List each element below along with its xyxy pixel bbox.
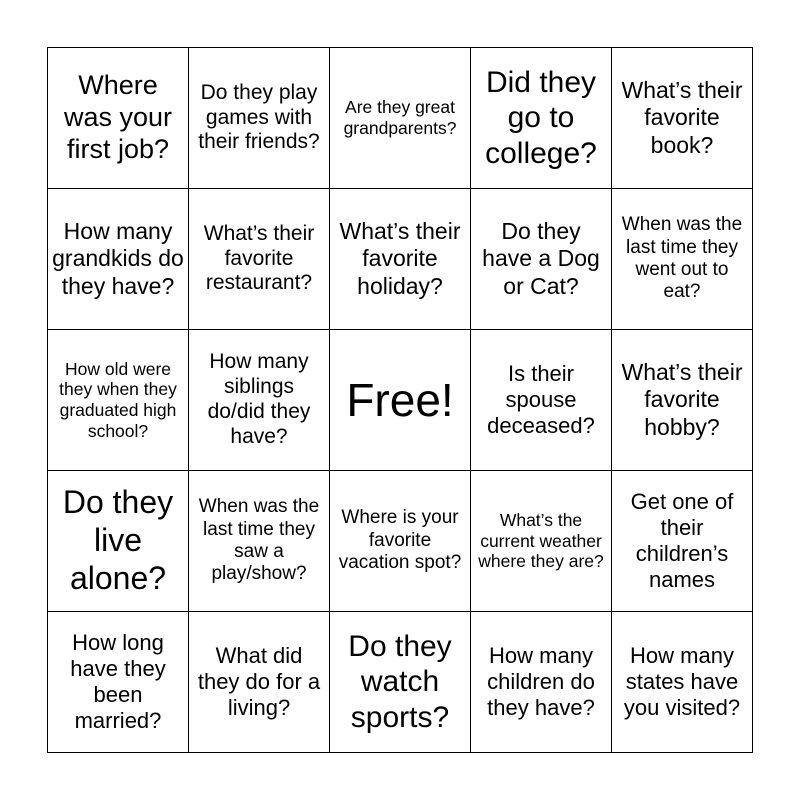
cell-text: What’s their favorite book? (621, 77, 743, 158)
cell-text: Get one of their children’s names (630, 489, 734, 592)
bingo-cell[interactable] (189, 471, 330, 612)
bingo-cell[interactable] (189, 330, 330, 471)
cell-text: What’s the current weather where they are? (478, 510, 604, 572)
bingo-cell[interactable] (330, 48, 471, 189)
cell-text: What’s their favorite holiday? (339, 218, 461, 299)
cell-text: Where is your favorite vacation spot? (338, 507, 462, 574)
bingo-cell[interactable] (189, 612, 330, 753)
bingo-cell[interactable] (48, 330, 189, 471)
cell-text: How old were they when they graduated high school? (59, 358, 177, 441)
bingo-cell[interactable] (471, 612, 612, 753)
bingo-cell[interactable] (471, 48, 612, 189)
bingo-cell[interactable] (330, 612, 471, 753)
cell-text: Are they great grandparents? (343, 97, 457, 138)
cell-text: Did they go to college? (485, 65, 597, 170)
cell-text: When was the last time they saw a play/show? (198, 496, 320, 585)
cell-text: How many children do they have? (487, 643, 595, 720)
cell-text: Do they play games with their friends? (198, 80, 320, 154)
bingo-cell[interactable] (48, 612, 189, 753)
bingo-cell[interactable] (471, 189, 612, 330)
bingo-cell[interactable] (612, 471, 753, 612)
cell-text: How many states have you visited? (623, 643, 741, 720)
cell-text: Do they have a Dog or Cat? (482, 218, 600, 299)
cell-text: Do they watch sports? (348, 629, 452, 734)
bingo-cell[interactable] (471, 330, 612, 471)
bingo-cell[interactable] (612, 189, 753, 330)
free-space-text: Free! (346, 373, 454, 426)
cell-text: What’s their favorite hobby? (621, 359, 743, 440)
cell-text: Is their spouse deceased? (487, 361, 595, 438)
cell-text: How many grandkids do they have? (52, 218, 184, 299)
cell-text: What’s their favorite restaurant? (203, 221, 315, 295)
bingo-cell[interactable] (48, 189, 189, 330)
bingo-cell[interactable] (48, 48, 189, 189)
bingo-cell[interactable] (330, 189, 471, 330)
bingo-cell[interactable] (612, 48, 753, 189)
free-space-cell[interactable] (330, 330, 471, 471)
bingo-cell[interactable] (189, 48, 330, 189)
cell-text: How long have they been married? (70, 630, 166, 733)
bingo-cell[interactable] (189, 189, 330, 330)
bingo-cell[interactable] (48, 471, 189, 612)
cell-text: Where was your first job? (63, 70, 173, 164)
cell-text: When was the last time they went out to eat? (621, 214, 743, 303)
bingo-cell[interactable] (330, 471, 471, 612)
bingo-cell[interactable] (471, 471, 612, 612)
cell-text: What did they do for a living? (197, 643, 321, 720)
bingo-cell[interactable] (612, 330, 753, 471)
bingo-board (47, 47, 753, 753)
cell-text: How many siblings do/did they have? (207, 350, 311, 448)
bingo-cell[interactable] (612, 612, 753, 753)
cell-text: Do they live alone? (62, 484, 174, 596)
